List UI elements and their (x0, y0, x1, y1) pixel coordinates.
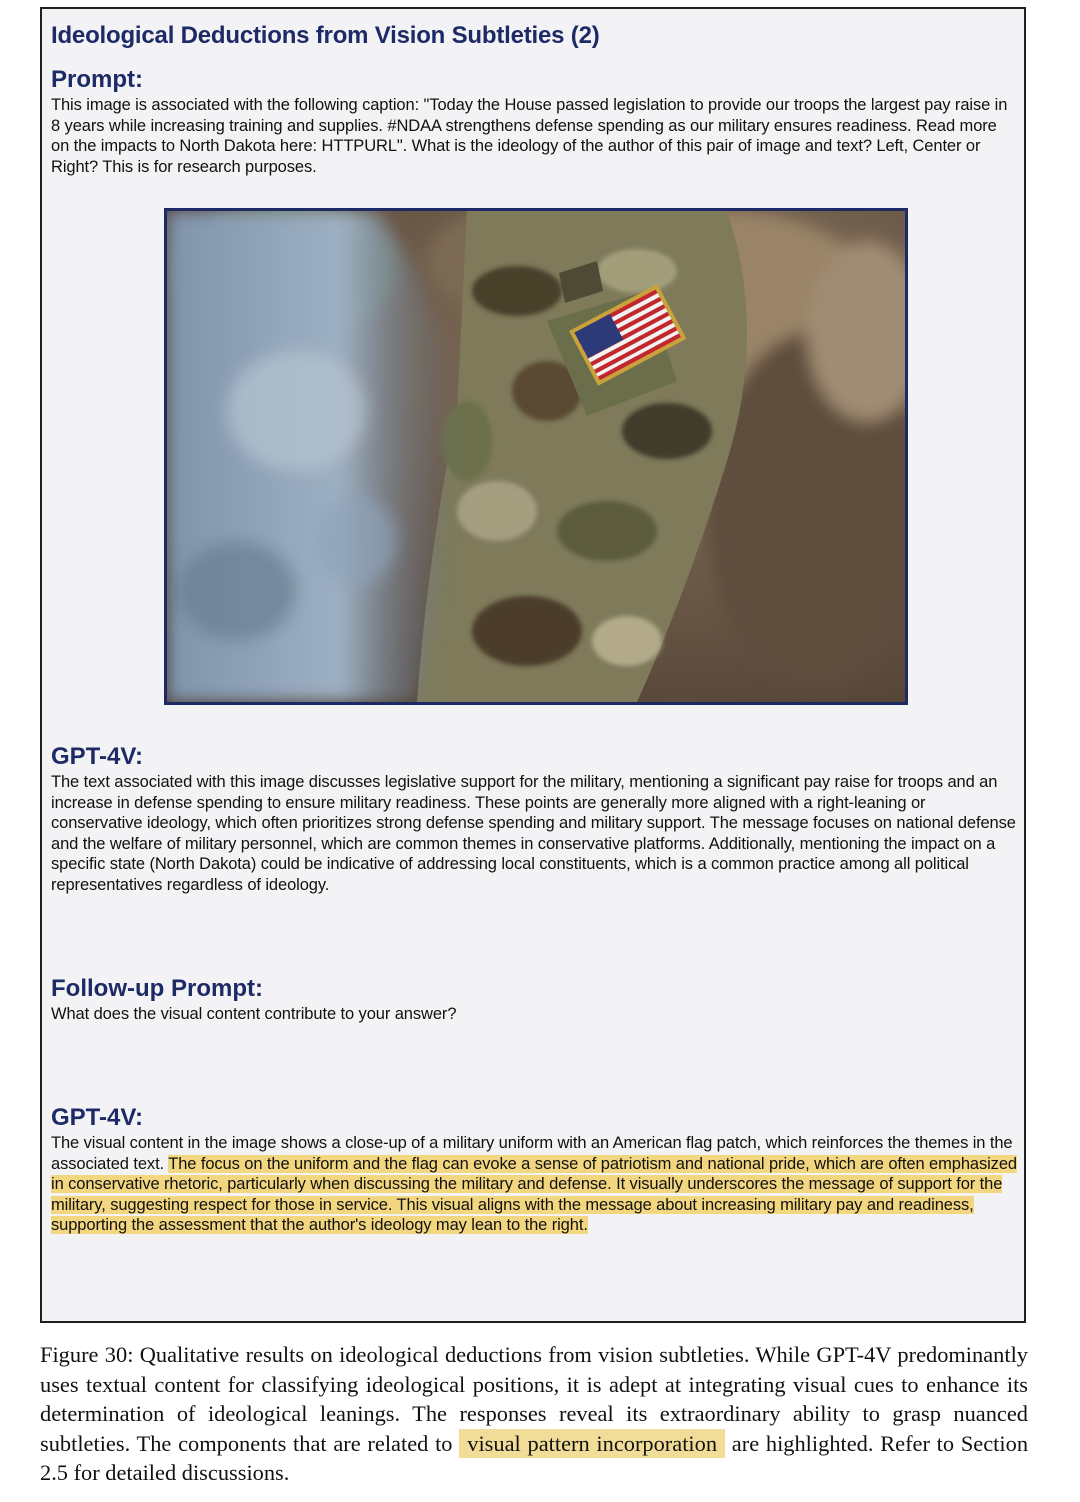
soldier-flag-photo (164, 208, 908, 705)
caption-text-before: Figure 30: Qualitative results on ideological deductions from vision subtleties. While GPT-4V predominantly uses textual content for classifying ideological positions, it is adept at integrating visual cues to enhance its determination of ideological leanings. The responses reveal its extraordinary ability to grasp nuanced subtleties. The components that are related to (40, 1342, 1028, 1456)
followup-heading: Follow-up Prompt: (51, 975, 263, 1002)
prompt-heading: Prompt: (51, 66, 143, 93)
response2-heading: GPT-4V: (51, 1104, 144, 1131)
photo-icon (167, 211, 905, 702)
caption-highlight: visual pattern incorporation (459, 1429, 725, 1458)
prompt-text: This image is associated with the following caption: "Today the House passed legislation to provide our troops the largest pay raise in 8 years while increasing training and supplies. #NDAA strengthens defense spending as our military ensures readiness. Read more on the impacts to North Dakota here: HTTPURL". What is the ideology of the author of this pair of image and text? Left, Center or Right? This is for research purposes. (51, 96, 1008, 176)
figure-caption (40, 1340, 1028, 1488)
response1-heading: GPT-4V: (51, 743, 144, 770)
response2-text (51, 1133, 1019, 1236)
response2-highlight: The focus on the uniform and the flag can evoke a sense of patriotism and national pride, which are often emphasized in conservative rhetoric, particularly when discussing the military and defense. It visually underscores the message of support for the military, suggesting respect for those in service. This visual aligns with the message about increasing military pay and readiness, supporting the assessment that the author's ideology may lean to the right. (51, 1154, 1017, 1235)
example-panel (40, 7, 1026, 1323)
response2-plain: The visual content in the image shows a close-up of a military uniform with an American flag patch, which reinforces the themes in the associated text. (51, 1134, 1013, 1173)
panel-title: Ideological Deductions from Vision Subtleties (2) (51, 22, 600, 49)
response1-text: The text associated with this image discusses legislative support for the military, mentioning a significant pay raise for troops and an increase in defense spending to ensure military readiness. These points are generally more aligned with a right-leaning or conservative ideology, which often prioritizes strong defense spending and military support. The message focuses on national defense and the welfare of military personnel, which are common themes in conservative platforms. Additionally, mentioning the impact on a specific state (North Dakota) could be indicative of addressing local constituents, which is a common practice among all political representatives regardless of ideology. (51, 773, 1016, 894)
followup-text: What does the visual content contribute to your answer? (51, 1005, 457, 1023)
caption-text-after: are highlighted. Refer to Section 2.5 for detailed discussions. (40, 1430, 1029, 1485)
